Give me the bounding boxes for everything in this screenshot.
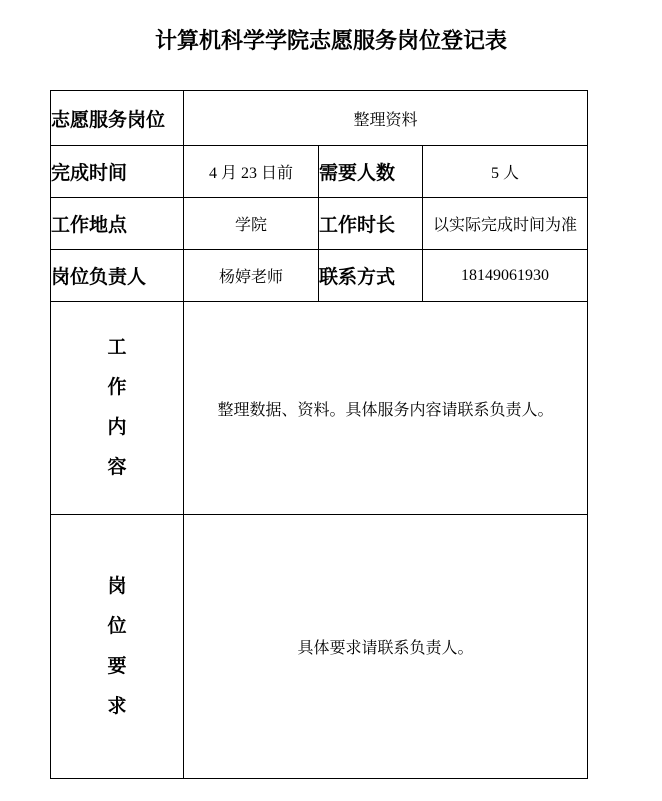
headcount-value: 5 人 — [423, 146, 588, 198]
page-title: 计算机科学学院志愿服务岗位登记表 — [154, 28, 507, 53]
row-position — [51, 91, 588, 146]
deadline-value: 4 月 23 日前 — [184, 146, 319, 198]
requirements-label — [51, 515, 184, 779]
contact-label: 联系方式 — [319, 250, 423, 302]
location-value: 学院 — [184, 198, 319, 250]
contact-value: 18149061930 — [423, 250, 588, 302]
row-requirements — [51, 515, 588, 779]
row-location-duration — [51, 198, 588, 250]
deadline-label: 完成时间 — [51, 146, 184, 198]
work-content-label-vertical: 工 作 内 容 — [107, 337, 127, 478]
row-work-content — [51, 302, 588, 515]
volunteer-position-form-table — [50, 90, 588, 779]
location-label: 工作地点 — [51, 198, 184, 250]
position-label: 志愿服务岗位 — [51, 91, 184, 146]
duration-value: 以实际完成时间为准 — [423, 198, 588, 250]
duration-label: 工作时长 — [319, 198, 423, 250]
headcount-label: 需要人数 — [319, 146, 423, 198]
manager-value: 杨婷老师 — [184, 250, 319, 302]
position-value: 整理资料 — [184, 91, 588, 146]
work-content-value: 整理数据、资料。具体服务内容请联系负责人。 — [184, 302, 588, 515]
manager-label: 岗位负责人 — [51, 250, 184, 302]
requirements-label-vertical: 岗 位 要 求 — [107, 575, 127, 717]
requirements-value: 具体要求请联系负责人。 — [184, 515, 588, 779]
work-content-label — [51, 302, 184, 515]
row-manager-contact — [51, 250, 588, 302]
row-deadline-headcount — [51, 146, 588, 198]
